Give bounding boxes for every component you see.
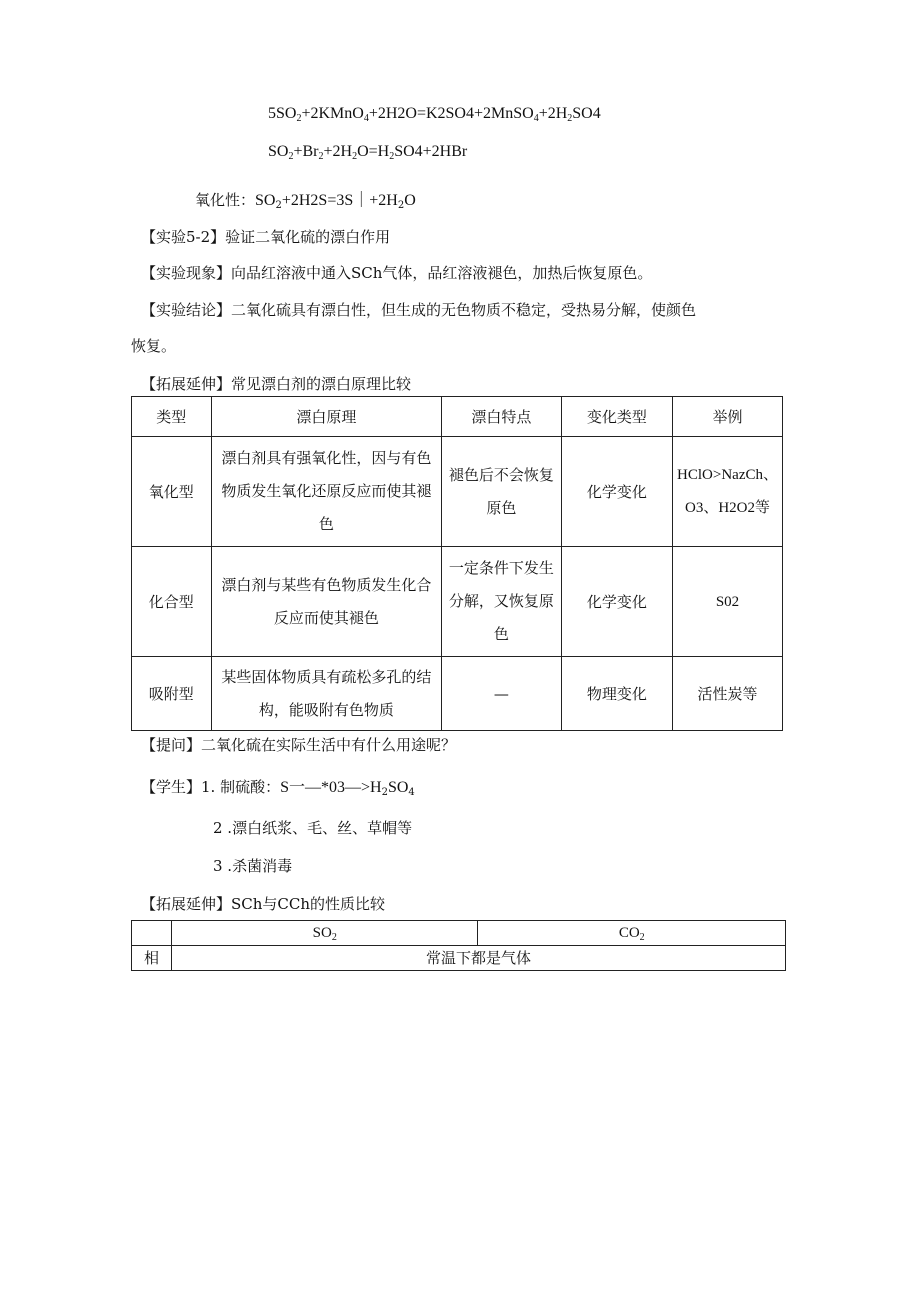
equation-br2: $SO_2+Br_2+2H_2O=H_2SO4+2HBr$ bbox=[268, 143, 468, 162]
use-item-3: 3 .杀菌消毒 bbox=[213, 857, 293, 875]
experiment-conclusion: 【实验结论】二氧化硫具有漂白性，但生成的无色物质不稳定，受热易分解，使颜色 bbox=[141, 301, 697, 319]
table-header-row bbox=[132, 921, 786, 946]
oxidizing-equation: 氧化性：$SO_2+2H2S=3S|+2H_2O$ bbox=[195, 191, 416, 211]
experiment-phenomenon: 【实验现象】向品红溶液中通入SCh气体，品红溶液褪色，加热后恢复原色。 bbox=[141, 264, 653, 282]
so2-co2-comparison-table bbox=[131, 920, 786, 971]
feature-cell: — bbox=[442, 657, 561, 731]
header-cell: 类型 bbox=[132, 397, 212, 437]
table-row bbox=[132, 946, 786, 971]
header-cell: 举例 bbox=[673, 397, 783, 437]
table-row bbox=[132, 437, 783, 547]
header-cell: 变化类型 bbox=[561, 397, 672, 437]
bleach-comparison-table bbox=[131, 396, 783, 731]
change-cell: 物理变化 bbox=[561, 657, 672, 731]
use-item-2: 2 .漂白纸浆、毛、丝、草帽等 bbox=[213, 819, 413, 837]
extension-heading: 【拓展延伸】常见漂白剂的漂白原理比较 bbox=[141, 375, 412, 393]
change-cell: 化学变化 bbox=[561, 547, 672, 657]
example-cell: 活性炭等 bbox=[673, 657, 783, 731]
so2-header: $SO_2$ bbox=[171, 921, 478, 946]
row-text: 常温下都是气体 bbox=[171, 946, 785, 971]
table-row bbox=[132, 657, 783, 731]
row-label: 相 bbox=[132, 946, 172, 971]
type-cell: 化合型 bbox=[132, 547, 212, 657]
example-cell: HClO>NazCh、O3、H2O2等 bbox=[673, 437, 783, 547]
header-cell: 漂白特点 bbox=[442, 397, 561, 437]
experiment-title: 【实验5-2】验证二氧化硫的漂白作用 bbox=[141, 228, 391, 246]
example-cell: S02 bbox=[673, 547, 783, 657]
principle-cell: 漂白剂与某些有色物质发生化合反应而使其褪色 bbox=[211, 547, 442, 657]
table-header-row bbox=[132, 397, 783, 437]
experiment-conclusion-cont: 恢复。 bbox=[131, 337, 177, 355]
header-cell: 漂白原理 bbox=[211, 397, 442, 437]
equation-kmno4: $5SO_2+2KMnO_4+2H2O=K2SO4+2MnSO_4+2H_2SO4$ bbox=[268, 105, 601, 124]
feature-cell: 一定条件下发生分解，又恢复原色 bbox=[442, 547, 561, 657]
feature-cell: 褪色后不会恢复原色 bbox=[442, 437, 561, 547]
table-row bbox=[132, 547, 783, 657]
type-cell: 氧化型 bbox=[132, 437, 212, 547]
co2-header: $CO_2$ bbox=[478, 921, 786, 946]
student-answer: 【学生】1. 制硫酸：S一$—*03—>H_2SO_4$ bbox=[141, 778, 415, 798]
question-text: 【提问】二氧化硫在实际生活中有什么用途呢？ bbox=[141, 736, 457, 754]
extension-heading-2: 【拓展延伸】SCh与CCh的性质比较 bbox=[141, 895, 386, 913]
corner-cell bbox=[132, 921, 172, 946]
principle-cell: 漂白剂具有强氧化性，因与有色物质发生氧化还原反应而使其褪色 bbox=[211, 437, 442, 547]
type-cell: 吸附型 bbox=[132, 657, 212, 731]
principle-cell: 某些固体物质具有疏松多孔的结构，能吸附有色物质 bbox=[211, 657, 442, 731]
change-cell: 化学变化 bbox=[561, 437, 672, 547]
